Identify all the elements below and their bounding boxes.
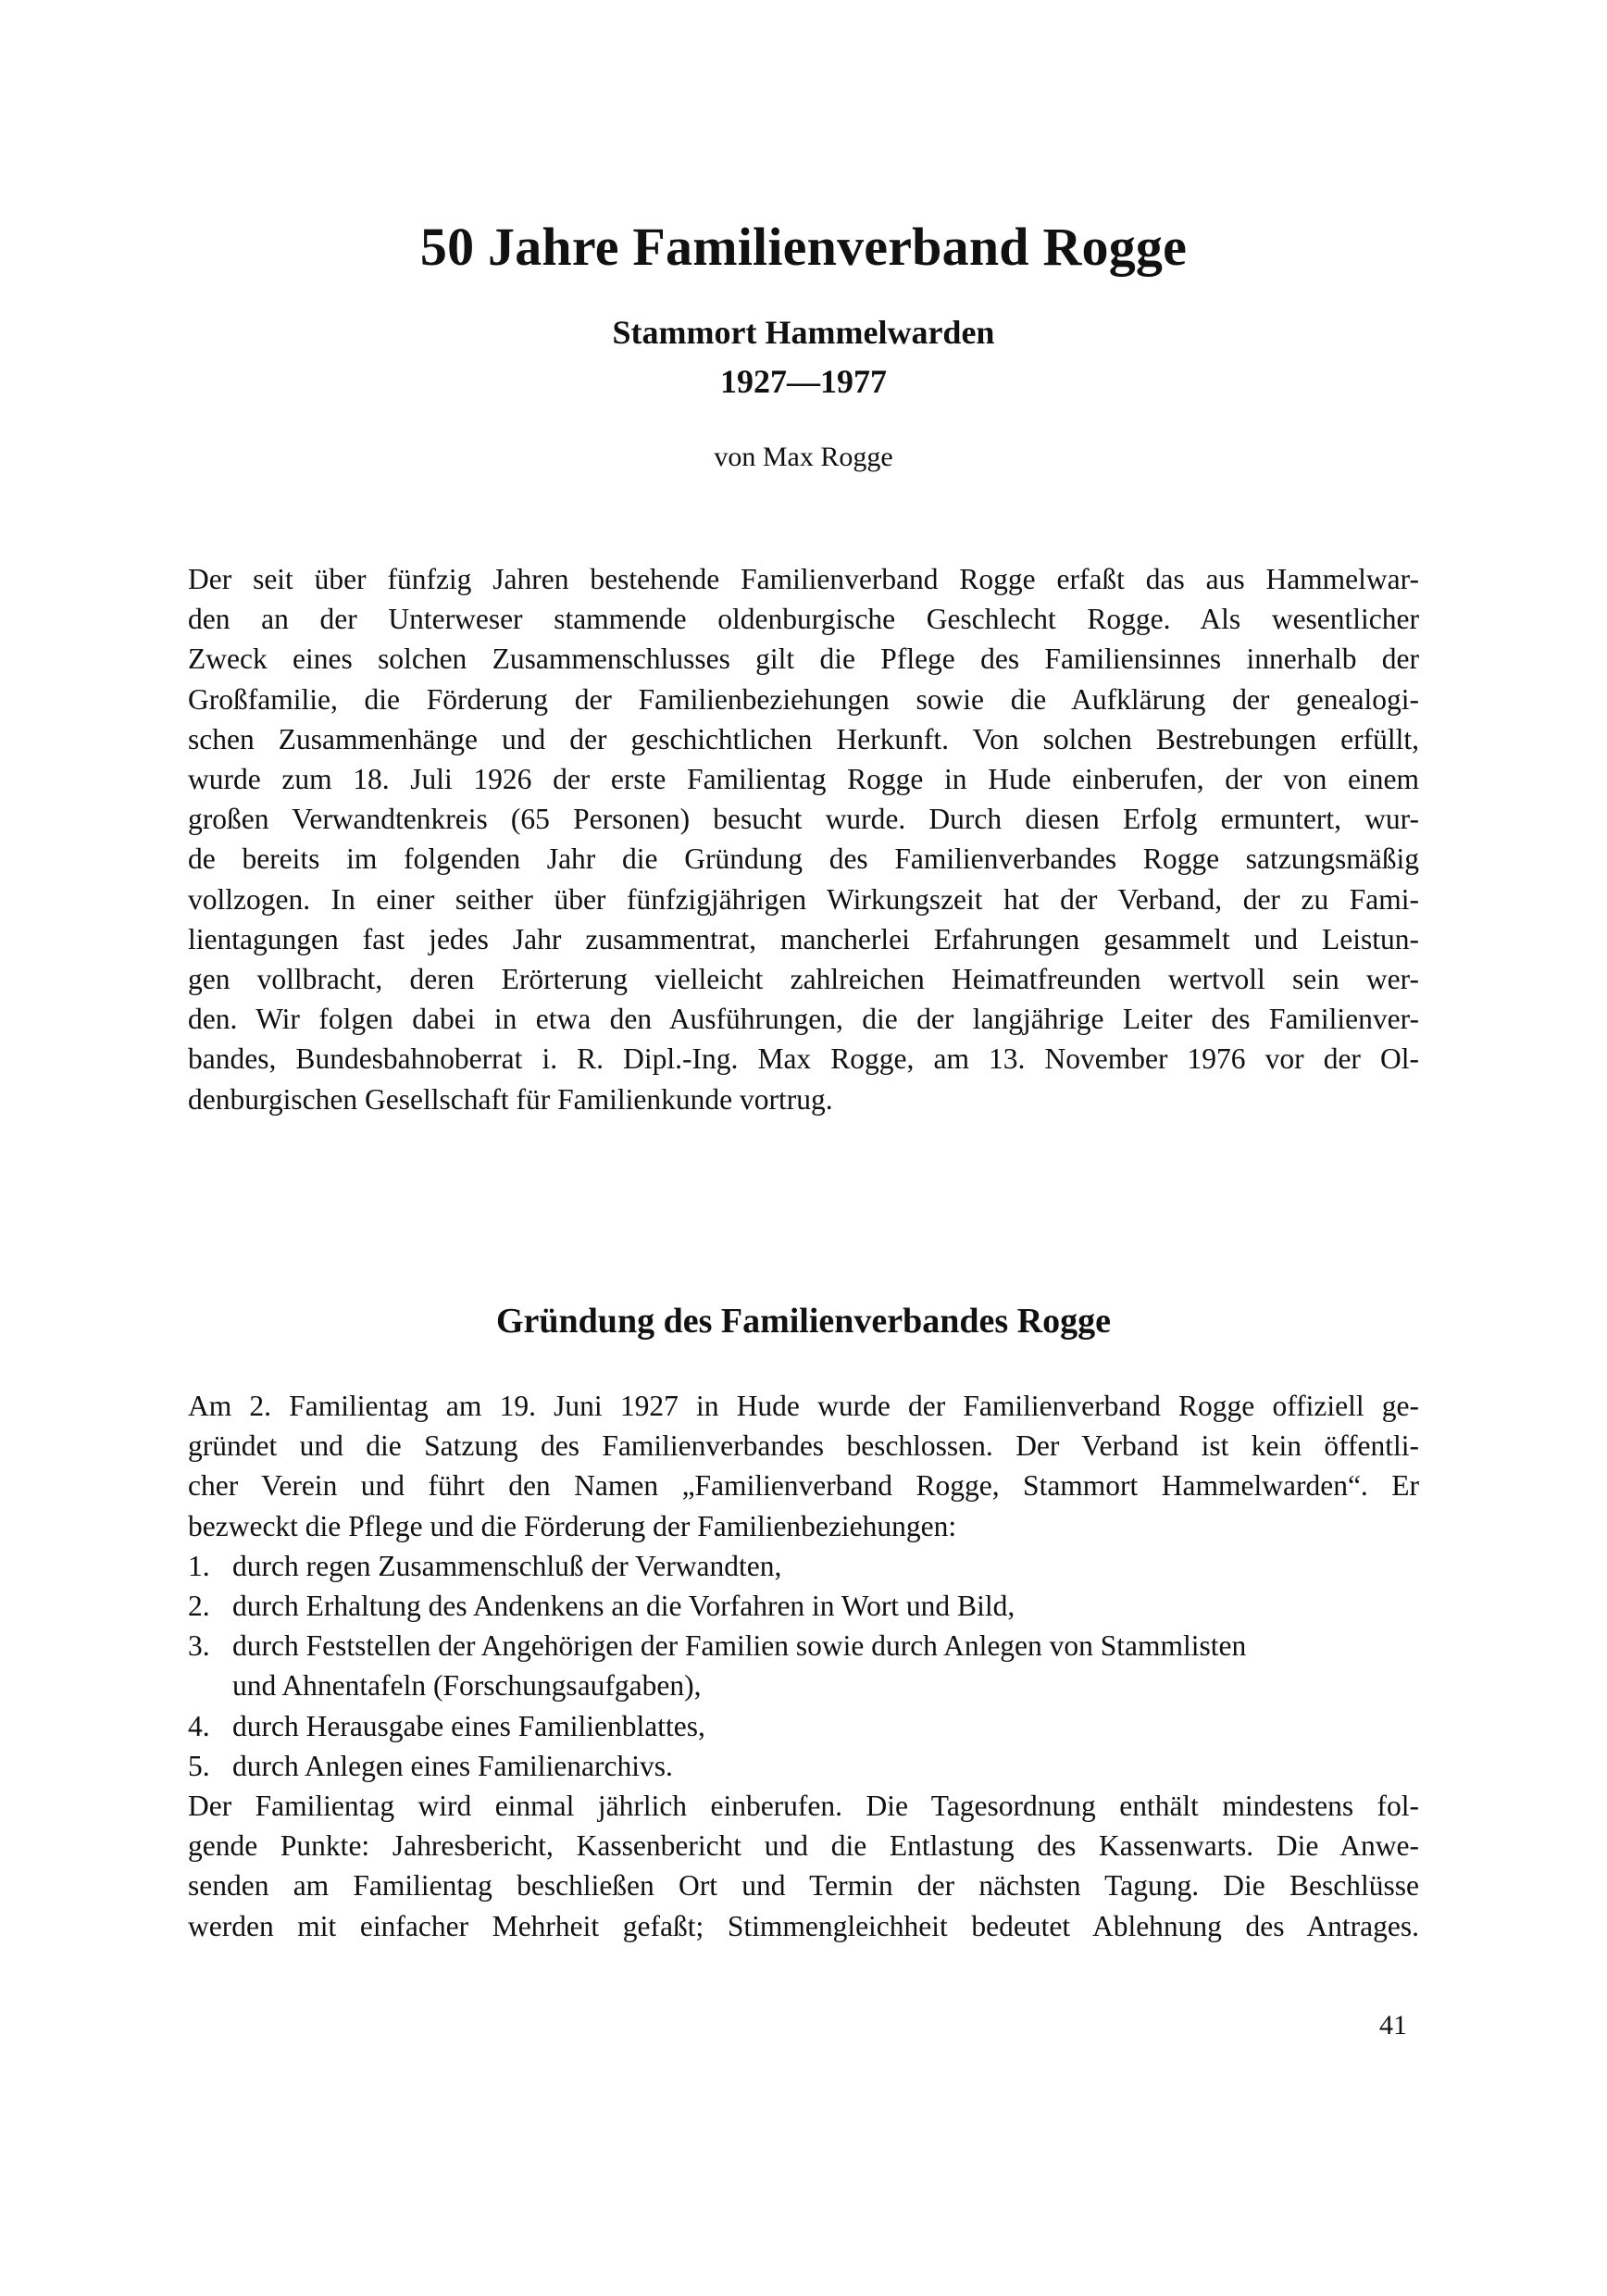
paragraph-line: cher Verein und führt den Namen „Familienverband Rogge, Stammort Hammelwarden“. Er bbox=[188, 1469, 1419, 1503]
page-number: 41 bbox=[1379, 2010, 1407, 2040]
list-item bbox=[188, 1586, 1419, 1626]
list-item bbox=[188, 1706, 1419, 1746]
paragraph-line: Großfamilie, die Förderung der Familienbeziehungen sowie die Aufklärung der genealogi- bbox=[188, 682, 1419, 716]
paragraph-line: bandes, Bundesbahnoberrat i. R. Dipl.-Ing. Max Rogge, am 13. November 1976 vor der Ol- bbox=[188, 1042, 1419, 1076]
list-item bbox=[188, 1626, 1419, 1666]
paragraph-line: wurde zum 18. Juli 1926 der erste Familientag Rogge in Hude einberufen, der von einem bbox=[188, 763, 1419, 796]
article-subtitle-place: Stammort Hammelwarden bbox=[612, 314, 995, 351]
paragraph-line: Der Familientag wird einmal jährlich einberufen. Die Tagesordnung enthält mindestens fol- bbox=[188, 1790, 1419, 1823]
paragraph-line: de bereits im folgenden Jahr die Gründung des Familienverbandes Rogge satzungsmäßig bbox=[188, 842, 1419, 876]
paragraph-line: Zweck eines solchen Zusammenschlusses gilt die Pflege des Familiensinnes innerhalb der bbox=[188, 643, 1419, 676]
paragraph-line: den an der Unterweser stammende oldenburgische Geschlecht Rogge. Als wesentlicher bbox=[188, 603, 1419, 636]
list-item-number: 2. bbox=[188, 1590, 210, 1623]
paragraph-line: Am 2. Familientag am 19. Juni 1927 in Hude wurde der Familienverband Rogge offiziell ge- bbox=[188, 1390, 1419, 1422]
section-heading: Gründung des Familienverbandes Rogge bbox=[495, 1302, 1112, 1341]
author-byline: von Max Rogge bbox=[714, 442, 893, 472]
paragraph-line: lientagungen fast jedes Jahr zusammentrat, mancherlei Erfahrungen gesammelt und Leistun- bbox=[188, 922, 1419, 955]
list-item-text: durch Herausgabe eines Familienblattes, bbox=[232, 1709, 705, 1742]
paragraph-line: bezweckt die Pflege und die Förderung der Familienbeziehungen: bbox=[188, 1509, 957, 1542]
article-title: 50 Jahre Familienverband Rogge bbox=[419, 217, 1188, 277]
article-subtitle-years: 1927—1977 bbox=[720, 363, 887, 400]
paragraph-line: den. Wir folgen dabei in etwa den Ausführungen, die der langjährige Leiter des Familienver- bbox=[188, 1003, 1419, 1036]
list-item-text: durch regen Zusammenschluß der Verwandten, bbox=[232, 1549, 782, 1582]
section-body bbox=[188, 1386, 1419, 1946]
paragraph-line: gen vollbracht, deren Erörterung vielleicht zahlreichen Heimatfreunden wertvoll sein wer- bbox=[188, 963, 1419, 996]
paragraph-line: gende Punkte: Jahresbericht, Kassenbericht und die Entlastung des Kassenwarts. Die Anwe- bbox=[188, 1829, 1419, 1863]
list-item-number: 4. bbox=[188, 1709, 210, 1742]
paragraph-line: senden am Familientag beschließen Ort und Termin der nächsten Tagung. Die Beschlüsse bbox=[188, 1869, 1419, 1903]
list-item-text: durch Anlegen eines Familienarchivs. bbox=[232, 1749, 673, 1782]
intro-paragraph bbox=[188, 559, 1419, 1119]
list-item-number: 3. bbox=[188, 1629, 210, 1663]
paragraph-line: denburgischen Gesellschaft für Familienkunde vortrug. bbox=[188, 1082, 833, 1116]
paragraph-line: vollzogen. In einer seither über fünfzigjährigen Wirkungszeit hat der Verband, der zu Fami- bbox=[188, 882, 1419, 916]
aims-list bbox=[188, 1546, 1419, 1786]
list-item bbox=[188, 1546, 1419, 1586]
paragraph-line: Der seit über fünfzig Jahren bestehende Familienverband Rogge erfaßt das aus Hammelwar- bbox=[188, 563, 1419, 595]
paragraph-line: gründet und die Satzung des Familienverbandes beschlossen. Der Verband ist kein öffentli- bbox=[188, 1429, 1419, 1463]
list-item bbox=[188, 1746, 1419, 1786]
list-item-number: 5. bbox=[188, 1749, 210, 1782]
paragraph-line: werden mit einfacher Mehrheit gefaßt; Stimmengleichheit bedeutet Ablehnung des Antrages. bbox=[188, 1909, 1419, 1942]
list-item-number: 1. bbox=[188, 1549, 210, 1582]
list-item-continuation: und Ahnentafeln (Forschungsaufgaben), bbox=[232, 1669, 702, 1703]
list-item-text: durch Feststellen der Angehörigen der Familien sowie durch Anlegen von Stammlisten bbox=[232, 1629, 1247, 1663]
paragraph-line: schen Zusammenhänge und der geschichtlichen Herkunft. Von solchen Bestrebungen erfüllt, bbox=[188, 722, 1419, 755]
list-item-text: durch Erhaltung des Andenkens an die Vorfahren in Wort und Bild, bbox=[232, 1590, 1015, 1623]
paragraph-line: großen Verwandtenkreis (65 Personen) besucht wurde. Durch diesen Erfolg ermuntert, wur- bbox=[188, 803, 1419, 836]
